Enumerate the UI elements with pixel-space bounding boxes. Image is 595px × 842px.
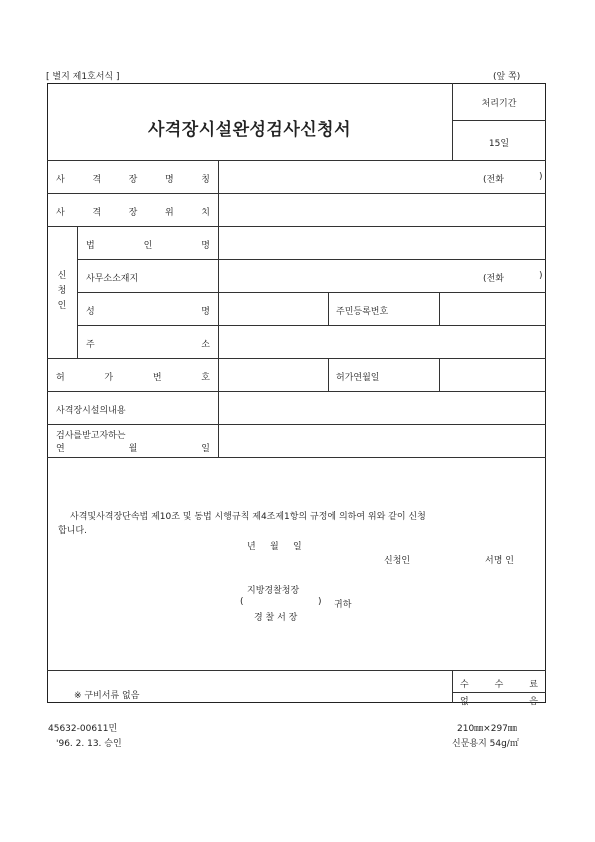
office-phone-label: (전화 [483, 274, 504, 284]
recipient-paren-open: ( [240, 597, 244, 607]
page-side: (앞 쪽) [493, 72, 521, 82]
facility-content-label: 사격장시설의내용 [56, 406, 126, 416]
row-divider [47, 670, 546, 671]
inspection-date-label-line2: 연 월 일 [56, 444, 210, 454]
row-divider [452, 692, 546, 693]
row-divider [452, 120, 546, 121]
permit-date-field[interactable] [440, 359, 545, 391]
paper-size: 210㎜×297㎜ [457, 724, 517, 734]
name-field[interactable] [219, 293, 327, 325]
recipient-paren-close: ) [318, 597, 322, 607]
inspection-date-field[interactable] [219, 425, 545, 457]
recipient-line3: 경 찰 서 장 [254, 613, 298, 623]
fee-label: 수 수 료 [460, 680, 538, 690]
column-divider [328, 292, 329, 325]
statement-line1: 사격및사격장단속법 제10조 및 동법 시행규칙 제4조제1항의 규정에 의하여 위와 같이 신청 [70, 512, 426, 522]
resident-id-label: 주민등록번호 [336, 307, 389, 317]
form-code: 45632-00611민 [48, 724, 118, 734]
paper-type: 신문용지 54g/㎡ [452, 739, 519, 749]
application-date: 년 월 일 [247, 542, 302, 552]
column-divider [328, 358, 329, 391]
recipient-suffix: 귀하 [334, 600, 352, 610]
form-title: 사격장시설완성검사신청서 [147, 120, 352, 140]
range-location-label: 사 격 장 위 치 [56, 208, 210, 218]
resident-id-field[interactable] [440, 293, 545, 325]
processing-period-label: 처리기간 [481, 99, 517, 109]
address-field[interactable] [219, 326, 545, 358]
office-phone-close: ) [539, 271, 543, 281]
permit-number-label: 허 가 번 호 [56, 373, 210, 383]
permit-date-label: 허가연월일 [336, 373, 380, 383]
applicant-section-label: 신 청 인 [57, 271, 67, 311]
corp-name-label: 법 인 명 [86, 241, 210, 251]
column-divider [77, 226, 78, 358]
permit-number-field[interactable] [219, 359, 327, 391]
range-phone-close: ) [539, 172, 543, 182]
statement-line2: 합니다. [58, 526, 87, 536]
form-number: [ 별지 제1호서식 ] [46, 72, 120, 82]
row-divider [47, 457, 546, 458]
name-label: 성 명 [86, 307, 210, 317]
approval-date: '96. 2. 13. 승인 [56, 739, 122, 749]
corp-name-field[interactable] [219, 227, 545, 259]
range-phone-label: (전화 [483, 175, 504, 185]
range-location-field[interactable] [219, 194, 545, 226]
facility-content-field[interactable] [219, 392, 545, 424]
required-documents-note: ※ 구비서류 없음 [74, 691, 140, 701]
column-divider [452, 670, 453, 703]
signature-label: 서명 인 [485, 556, 514, 566]
address-label: 주 소 [86, 340, 210, 350]
processing-period-value: 15일 [488, 139, 510, 149]
recipient-line1: 지방경찰청장 [247, 586, 300, 596]
range-name-label: 사 격 장 명 칭 [56, 175, 210, 185]
fee-value: 없 음 [460, 697, 538, 707]
inspection-date-label-line1: 검사를받고자하는 [56, 431, 126, 441]
applicant-label: 신청인 [384, 556, 411, 566]
office-location-label: 사무소소재지 [86, 274, 139, 284]
